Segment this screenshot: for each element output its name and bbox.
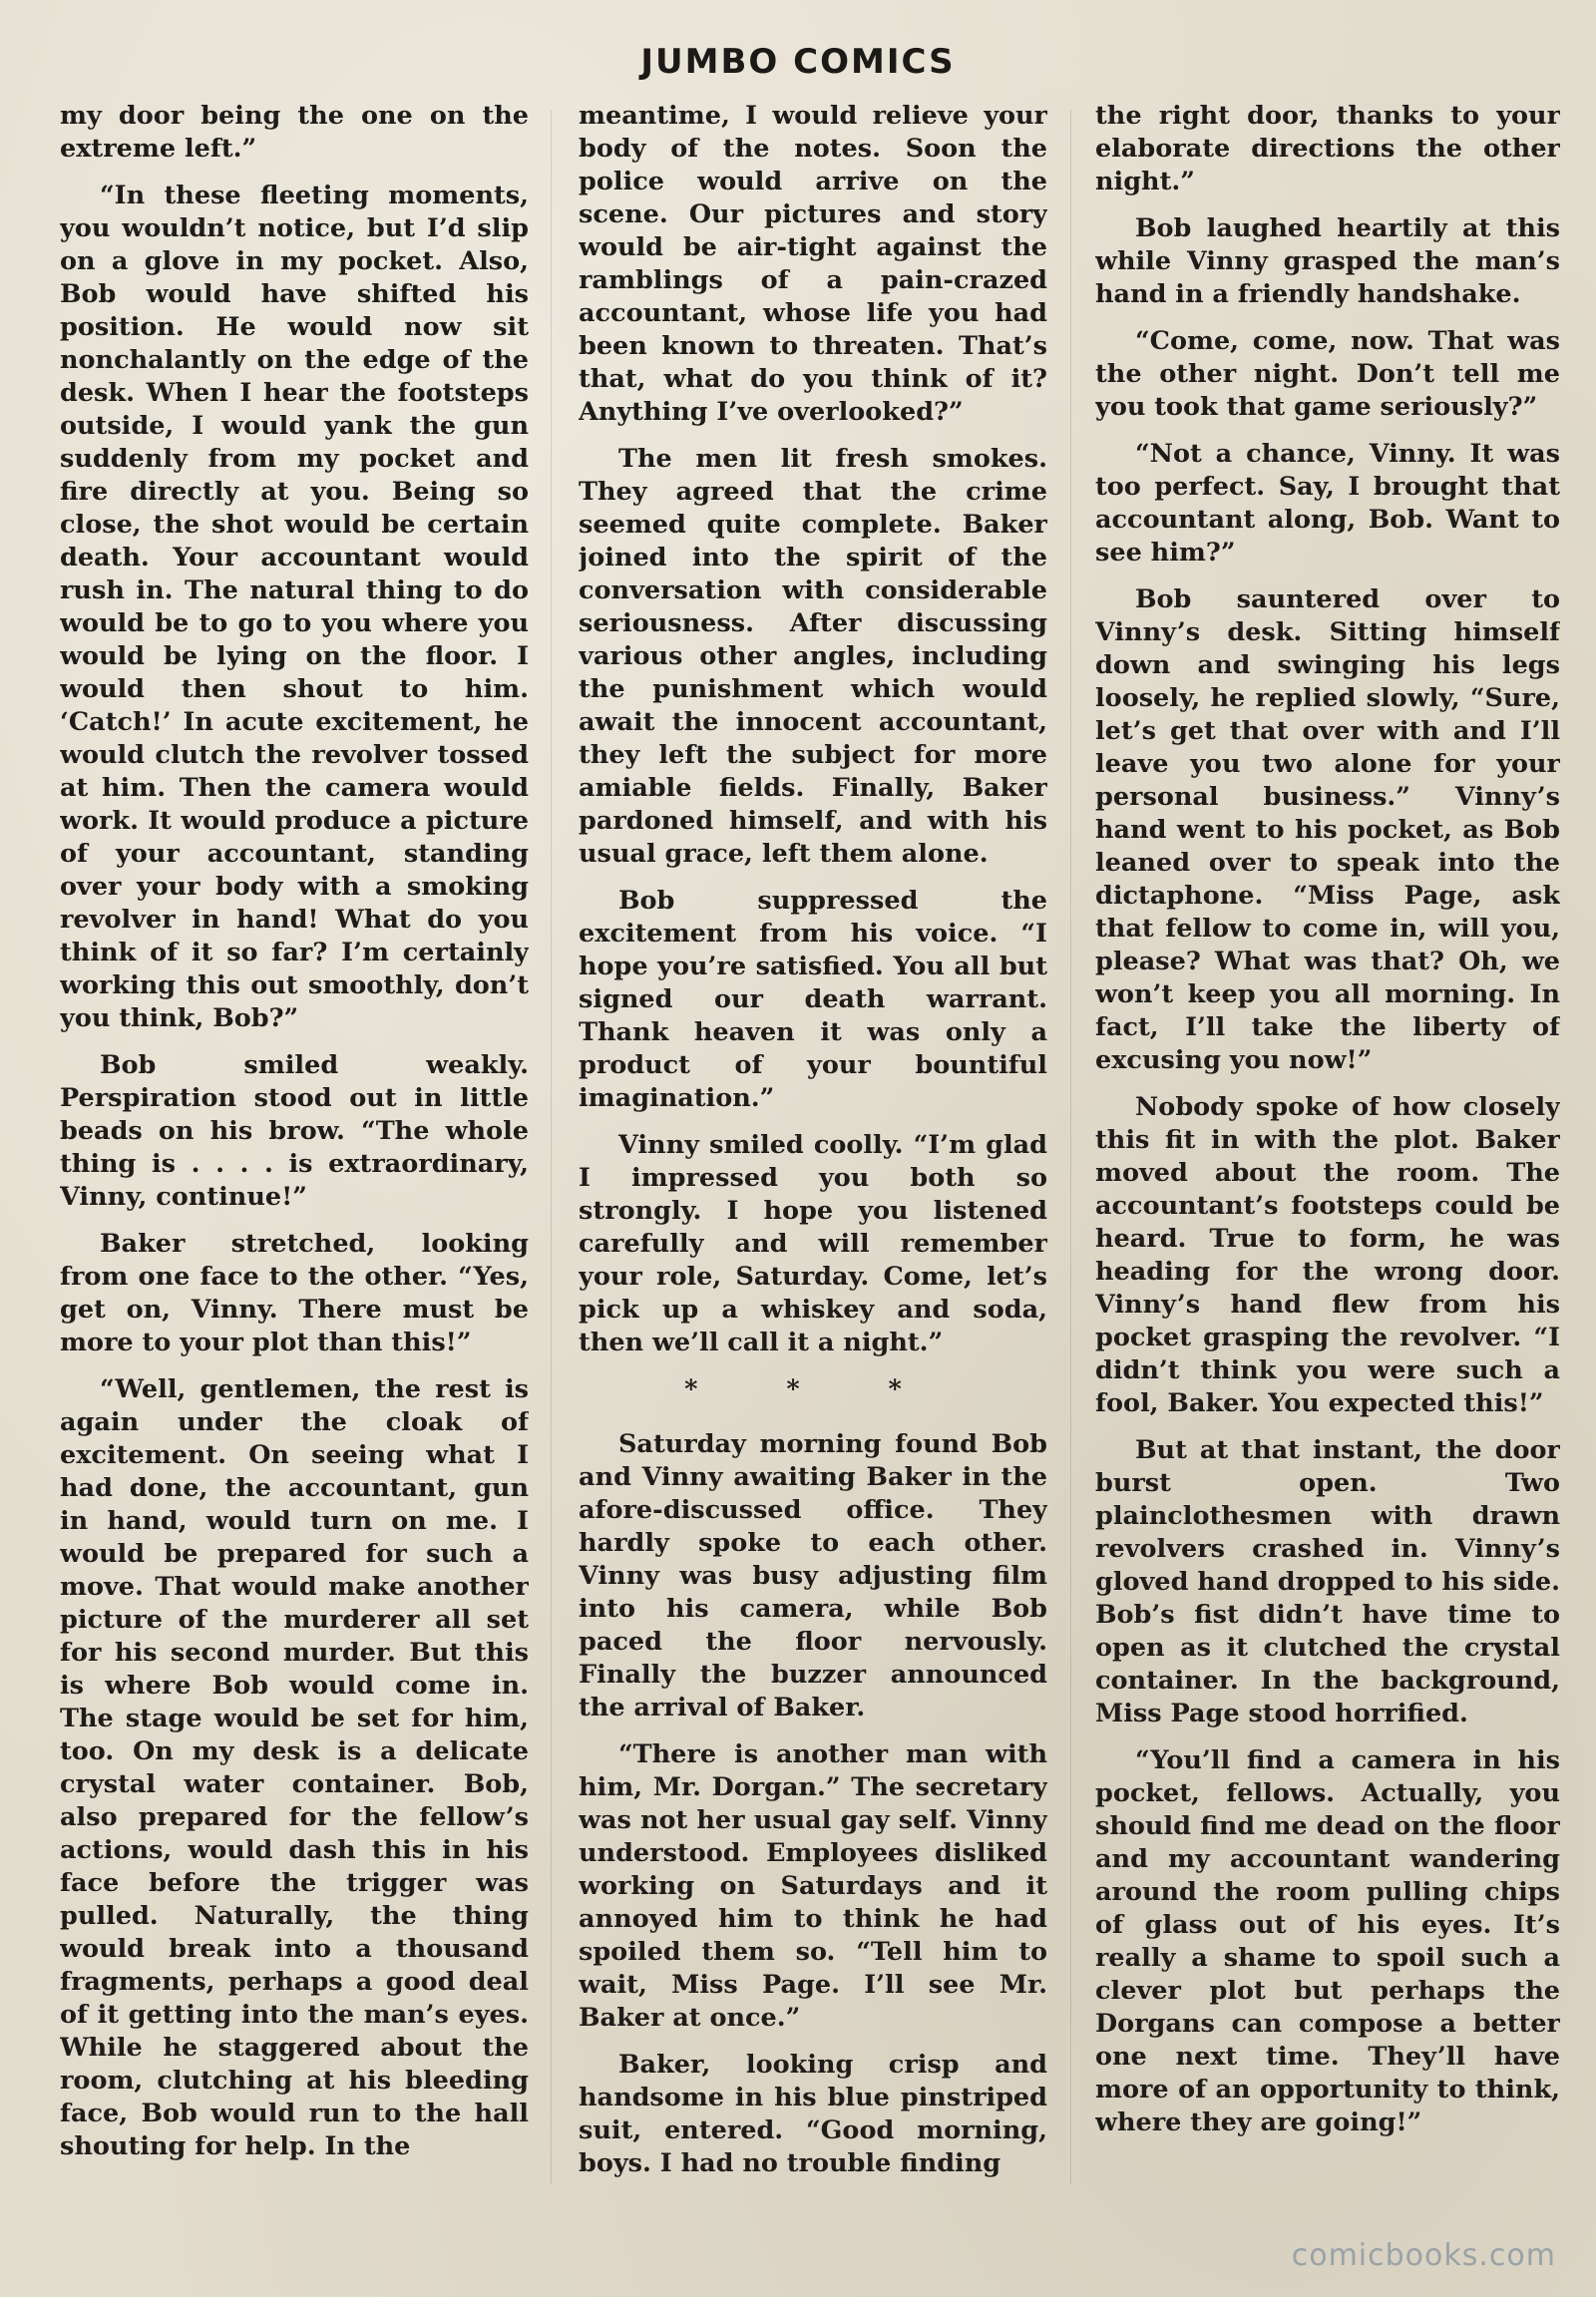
- paragraph: my door being the one on the extreme left.”: [60, 101, 529, 164]
- paragraph: “You’ll find a camera in his pocket, fellows. Actually, you should find me dead on the floor and my accountant wandering around the room pulling chips of glass out of his eyes. It’s really a shame to spoil such a clever plot but perhaps the Dorgans can compose a better one next time. They’ll have more of an opportunity to think, where they are going!”: [1095, 1745, 1560, 2137]
- column-divider: [1070, 110, 1071, 2184]
- paragraph: Bob suppressed the excitement from his voice. “I hope you’re satisfied. You all but signed our death warrant. Thank heaven it was only a product of your bountiful imagination.”: [579, 886, 1047, 1113]
- text-column-2: [579, 100, 1047, 2204]
- paragraph: the right door, thanks to your elaborate directions the other night.”: [1095, 101, 1560, 196]
- paragraph: Bob sauntered over to Vinny’s desk. Sitting himself down and swinging his legs loosely, he replied slowly, “Sure, let’s get that over with and I’ll leave you two alone for your personal business.” Vinny’s hand went to his pocket, as Bob leaned over to speak into the dictaphone. “Miss Page, ask that fellow to come in, will you, please? What was that? Oh, we won’t keep you all morning. In fact, I’ll take the liberty of excusing you now!”: [1095, 584, 1560, 1075]
- paragraph: But at that instant, the door burst open. Two plainclothesmen with drawn revolvers crashed in. Vinny’s gloved hand dropped to his side. Bob’s fist didn’t have time to open as it clutched the crystal container. In the background, Miss Page stood horrified.: [1095, 1435, 1560, 1728]
- paragraph: The men lit fresh smokes. They agreed that the crime seemed quite complete. Baker joined into the spirit of the conversation with considerable seriousness. After discussing various other angles, including the punishment which would await the innocent accountant, they left the subject for more amiable fields. Finally, Baker pardoned himself, and with his usual grace, left them alone.: [579, 444, 1047, 869]
- paragraph: Nobody spoke of how closely this fit in with the plot. Baker moved about the room. The accountant’s footsteps could be heard. True to form, he was heading for the wrong door. Vinny’s hand flew from his pocket grasping the revolver. “I didn’t think you were such a fool, Baker. You expected this!”: [1095, 1092, 1560, 1418]
- column-divider: [551, 110, 552, 2184]
- paragraph: “Well, gentlemen, the rest is again under the cloak of excitement. On seeing what I had done, the accountant, gun in hand, would turn on me. I would be prepared for such a move. That would make another picture of the murderer all set for his second murder. But this is where Bob would come in. The stage would be set for him, too. On my desk is a delicate crystal water container. Bob, also prepared for the fellow’s actions, would dash this in his face before the trigger was pulled. Naturally, the thing would break into a thousand fragments, perhaps a good deal of it getting into the man’s eyes. While he staggered about the room, clutching at his bleeding face, Bob would run to the hall shouting for help. In the: [60, 1374, 529, 2161]
- paragraph: “Not a chance, Vinny. It was too perfect. Say, I brought that accountant along, Bob. Want to see him?”: [1095, 439, 1560, 568]
- paragraph: “Come, come, now. That was the other night. Don’t tell me you took that game seriously?”: [1095, 326, 1560, 422]
- paragraph: Saturday morning found Bob and Vinny awaiting Baker in the afore-discussed office. They hardly spoke to each other. Vinny was busy adjusting film into his camera, while Bob paced the floor nervously. Finally the buzzer announced the arrival of Baker.: [579, 1429, 1047, 1723]
- section-separator: * * *: [684, 1374, 942, 1404]
- page-title: JUMBO COMICS: [640, 42, 956, 82]
- paragraph: Baker stretched, looking from one face to the other. “Yes, get on, Vinny. There must be more to your plot than this!”: [60, 1229, 529, 1357]
- watermark: comicbooks.com: [1291, 2238, 1556, 2273]
- paragraph: Vinny smiled coolly. “I’m glad I impressed you both so strongly. I hope you listened carefully and will remember your role, Saturday. Come, let’s pick up a whiskey and soda, then we’ll call it a night.”: [579, 1130, 1047, 1357]
- paragraph: “In these fleeting moments, you wouldn’t notice, but I’d slip on a glove in my pocket. Also, Bob would have shifted his position. He would now sit nonchalantly on the edge of the desk. When I hear the footsteps outside, I would yank the gun suddenly from my pocket and fire directly at you. Being so close, the shot would be certain death. Your accountant would rush in. The natural thing to do would be to go to you where you would be lying on the floor. I would then shout to him. ‘Catch!’ In acute excitement, he would clutch the revolver tossed at him. Then the camera would work. It would produce a picture of your accountant, standing over your body with a smoking revolver in hand! What do you think of it so far? I’m certainly working this out smoothly, don’t you think, Bob?”: [60, 181, 529, 1033]
- paragraph: Bob smiled weakly. Perspiration stood out in little beads on his brow. “The whole thing is . . . . is extraordinary, Vinny, continue!”: [60, 1050, 529, 1212]
- paragraph: meantime, I would relieve your body of the notes. Soon the police would arrive on the scene. Our pictures and story would be air-tight against the ramblings of a pain-crazed accountant, whose life you had been known to threaten. That’s that, what do you think of it? Anything I’ve overlooked?”: [579, 101, 1047, 427]
- paragraph: “There is another man with him, Mr. Dorgan.” The secretary was not her usual gay self. Vinny understood. Employees disliked working on Saturdays and it annoyed him to think he had spoiled them so. “Tell him to wait, Miss Page. I’ll see Mr. Baker at once.”: [579, 1739, 1047, 2033]
- text-column-1: [60, 100, 529, 2204]
- paragraph: Bob laughed heartily at this while Vinny grasped the man’s hand in a friendly handshake.: [1095, 213, 1560, 309]
- text-column-3: [1095, 100, 1560, 2204]
- paragraph: Baker, looking crisp and handsome in his blue pinstriped suit, entered. “Good morning, boys. I had no trouble finding: [579, 2050, 1047, 2178]
